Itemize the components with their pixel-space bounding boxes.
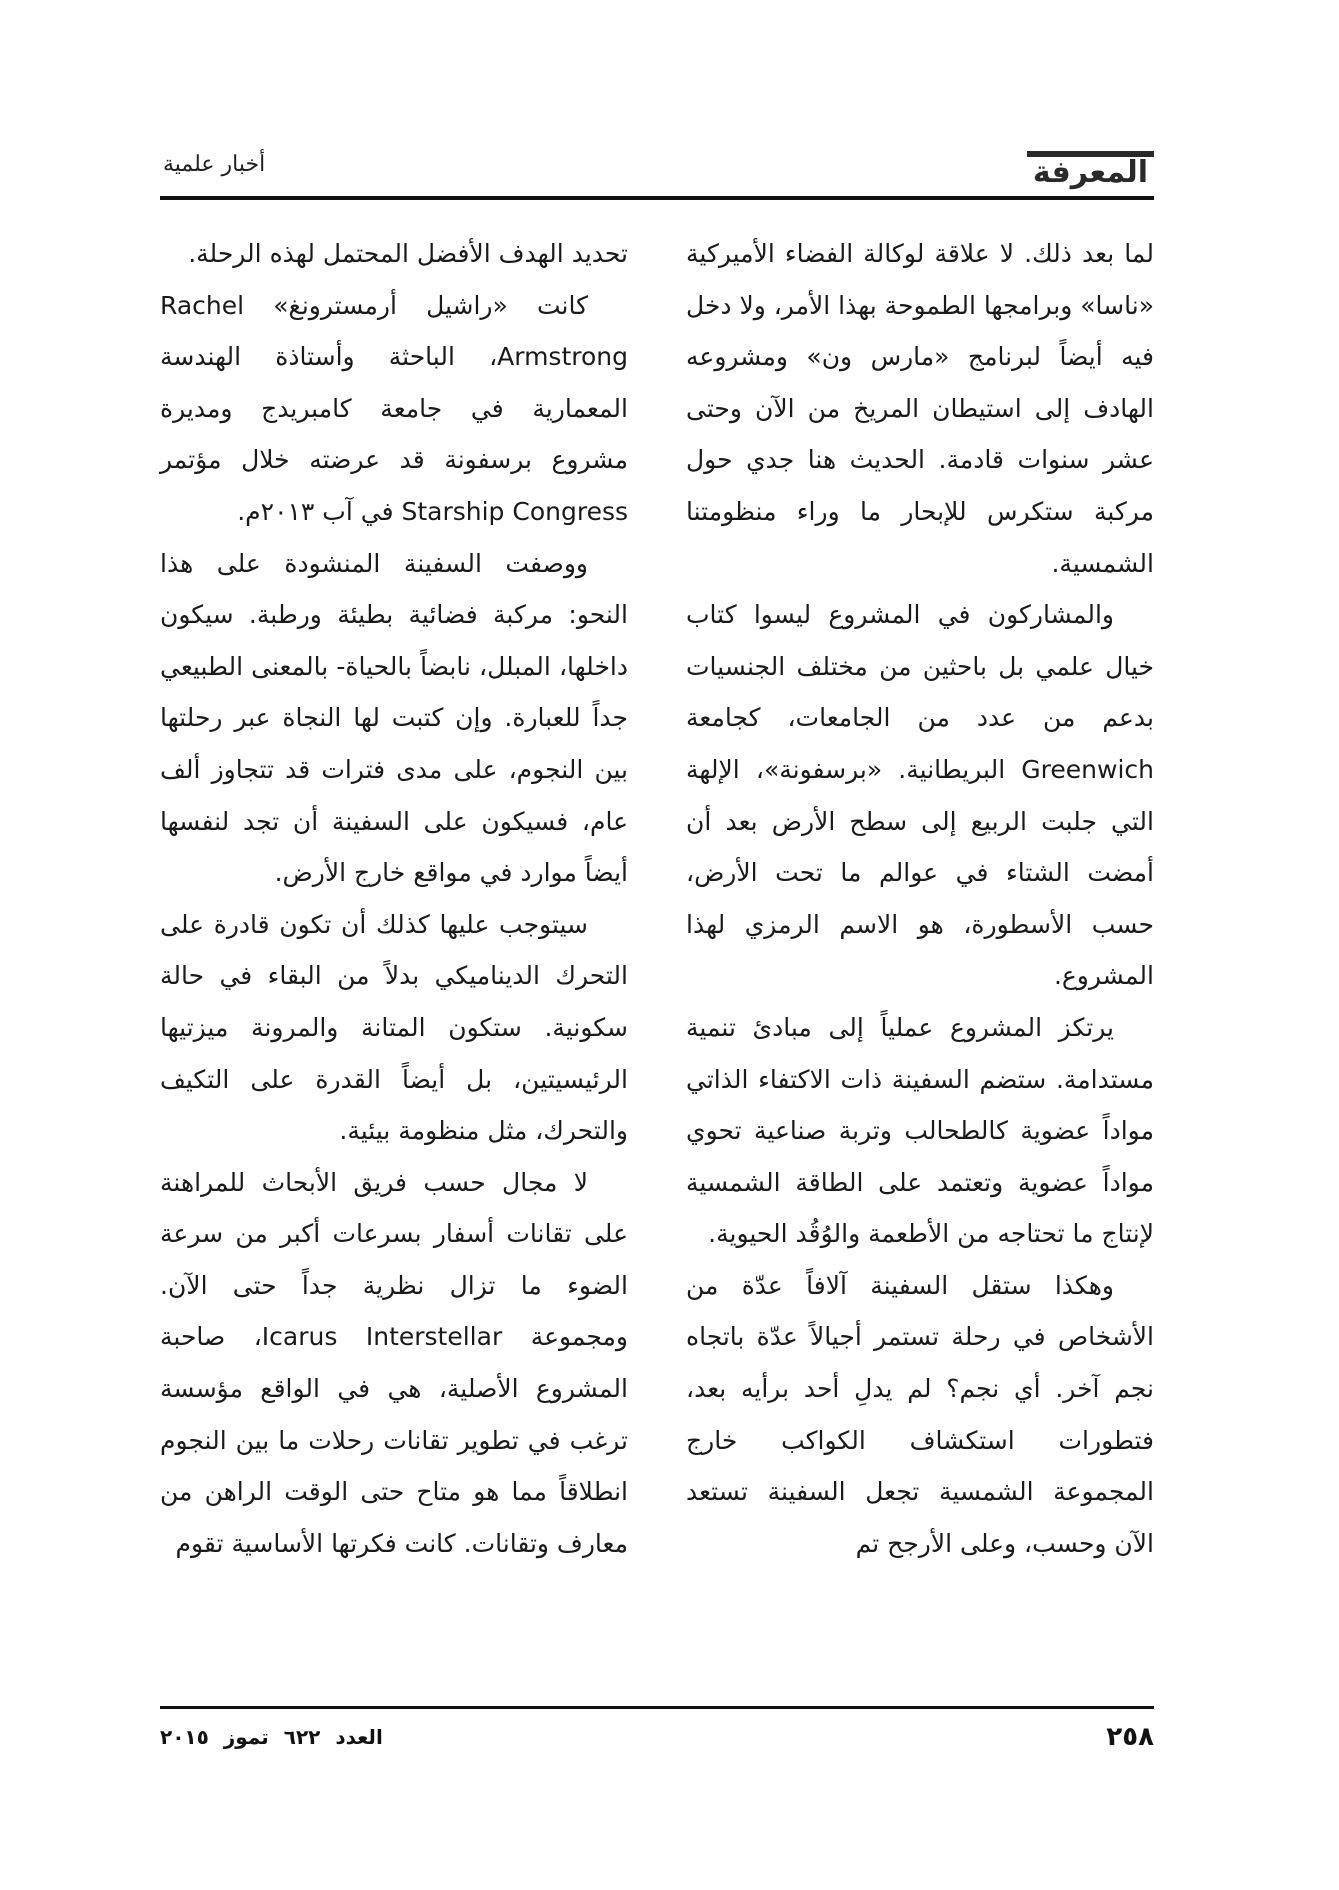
article-column-left	[160, 228, 628, 1569]
paragraph: لما بعد ذلك. لا علاقة لوكالة الفضاء الأميركية «ناسا» وبرامجها الطموحة بهذا الأمر، ولا دخل فيه أيضاً لبرنامج «مارس ون» ومشروعه الهادف إلى استيطان المريخ من الآن وحتى عشر سنوات قادمة. الحديث هنا جدي حول مركبة ستكرس للإبحار ما وراء منظومتنا الشمسية.	[685, 239, 1154, 578]
paragraph: يرتكز المشروع عملياً إلى مبادئ تنمية مستدامة. ستضم السفينة ذات الاكتفاء الذاتي مواداً عضوية كالطحالب وتربة صناعية تحوي مواداً عضوية وتعتمد على الطاقة الشمسية لإنتاج ما تحتاجه من الأطعمة والوُقُد الحيوية.	[686, 1012, 1154, 1249]
header-divider	[160, 196, 1154, 200]
issue-info: العدد ٦٢٢ تموز ٢٠١٥	[160, 1725, 383, 1749]
paragraph: تحديد الهدف الأفضل المحتمل لهذه الرحلة.	[188, 239, 628, 268]
paragraph: والمشاركون في المشروع ليسوا كتاب خيال علمي بل باحثين من مختلف الجنسيات بدعم من عدد من الجامعات، كجامعة Greenwich البريطانية. «برسفونة»، الإلهة التي جلبت الربيع إلى سطح الأرض بعد أن أمضت الشتاء في عوالم ما تحت الأرض، حسب الأسطورة، هو الاسم الرمزي لهذا المشروع.	[686, 600, 1154, 991]
article-column-right	[686, 228, 1154, 1569]
masthead	[1027, 150, 1154, 190]
footer-divider	[160, 1706, 1154, 1709]
paragraph: وهكذا ستقل السفينة آلافاً عدّة من الأشخاص في رحلة تستمر أجيالاً عدّة باتجاه نجم آخر. أي نجم؟ لم يدلِ أحد برأيه بعد، فتطورات استكشاف الكواكب خارج المجموعة الشمسية تجعل السفينة تستعد الآن وحسب، وعلى الأرجح تم	[686, 1270, 1154, 1558]
section-label: أخبار علمية	[163, 152, 266, 177]
paragraph: ووصفت السفينة المنشودة على هذا النحو: مركبة فضائية بطيئة ورطبة. سيكون داخلها، المبلل، نابضاً بالحياة- بالمعنى الطبيعي جداً للعبارة. وإن كتبت لها النجاة عبر رحلتها بين النجوم، على مدى فترات قد تتجاوز ألف عام، فسيكون على السفينة أن تجد لنفسها أيضاً موارد في مواقع خارج الأرض.	[160, 548, 628, 888]
paragraph: سيتوجب عليها كذلك أن تكون قادرة على التحرك الديناميكي بدلاً من البقاء في حالة سكونية. ستكون المتانة والمرونة ميزتيها الرئيسيتين، بل أيضاً القدرة على التكيف والتحرك، مثل منظومة بيئية.	[160, 909, 628, 1146]
paragraph: كانت «راشيل أرمسترونغ» Rachel Armstrong، الباحثة وأستاذة الهندسة المعمارية في جامعة كامبريدج ومديرة مشروع برسفونة قد عرضته خلال مؤتمر Starship Congress في آب ٢٠١٣م.	[160, 290, 628, 526]
magazine-logo: المعرفة	[1027, 151, 1154, 189]
paragraph: لا مجال حسب فريق الأبحاث للمراهنة على تقانات أسفار بسرعات أكبر من سرعة الضوء ما تزال نظرية جداً حتى الآن. ومجموعة Icarus Interstellar، صاحبة المشروع الأصلية، هي في الواقع مؤسسة ترغب في تطوير تقانات رحلات ما بين النجوم انطلاقاً مما هو متاح حتى الوقت الراهن من معارف وتقانات. كانت فكرتها الأساسية تقوم	[160, 1167, 628, 1558]
page-number: ٢٥٨	[1106, 1722, 1154, 1752]
